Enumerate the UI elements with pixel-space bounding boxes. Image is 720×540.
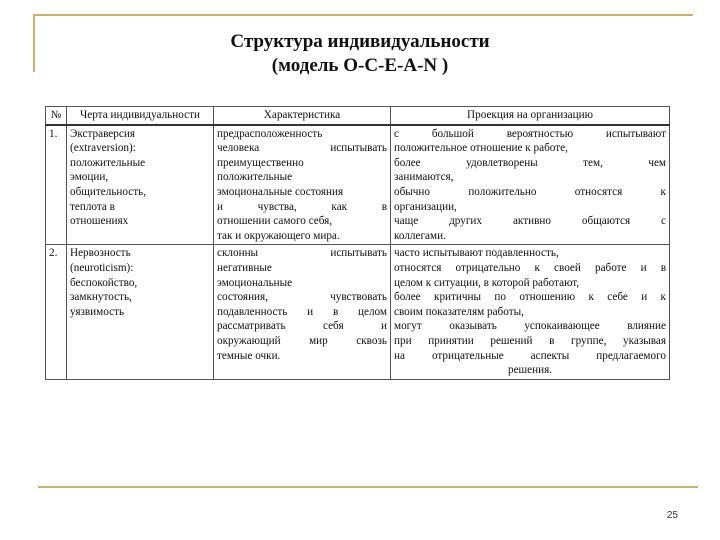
page-title (0, 30, 720, 78)
title-line-1: Структура индивидуальности (230, 31, 490, 52)
characteristic-line: рассматривать себя и (217, 320, 387, 333)
characteristic-line: эмоциональные (217, 276, 293, 289)
trait-line: Экстраверсия (70, 127, 135, 140)
trait-line: замкнутость, (70, 291, 132, 304)
characteristic-line: так и окружающего мира. (217, 229, 340, 242)
header-projection: Проекция на организацию (391, 107, 670, 125)
characteristic-line: преимущественно (217, 156, 304, 169)
characteristic-line: человека испытывать (217, 142, 387, 155)
projection-line: могут оказывать успокаивающее влияние (394, 320, 666, 333)
characteristic-line: эмоциональные состояния (217, 185, 344, 198)
trait-line: (neuroticism): (70, 261, 134, 274)
trait-line: (extraversion): (70, 142, 136, 155)
characteristic-line: предрасположенность (217, 127, 323, 140)
characteristic-line: склонны испытывать (217, 247, 387, 260)
decorative-top-line (33, 14, 693, 16)
header-trait: Черта индивидуальности (67, 107, 214, 125)
header-num: № (46, 107, 67, 125)
projection-line: относятся отрицательно к своей работе и в (394, 261, 666, 274)
trait-line: уязвимость (70, 305, 125, 318)
projection-line: обычно положительно относятся к (394, 185, 666, 198)
projection-line: с большой вероятностью испытывают (394, 127, 666, 140)
title-line-2: (модель O-C-E-A-N ) (271, 55, 449, 76)
trait-line: положительные (70, 156, 146, 169)
ocean-table (45, 106, 670, 380)
projection-line: коллегами. (394, 229, 446, 242)
row-characteristic (214, 125, 391, 245)
projection-line: положительное отношение к работе, (394, 142, 568, 155)
row-characteristic (214, 245, 391, 379)
table-row (46, 245, 670, 379)
projection-line: часто испытывают подавленность, (394, 247, 559, 260)
trait-line: теплота в (70, 200, 115, 213)
row-trait (67, 125, 214, 245)
row-num: 2. (46, 245, 67, 379)
characteristic-line: положительные (217, 171, 293, 184)
characteristic-line: отношении самого себя, (217, 215, 333, 228)
projection-line: своим показателям работы, (394, 305, 524, 318)
characteristic-line: темные очки. (217, 349, 281, 362)
row-projection (391, 125, 670, 245)
projection-line: организации, (394, 200, 457, 213)
table-row (46, 125, 670, 245)
projection-line: на отрицательные аспекты предлагаемого (394, 349, 666, 362)
trait-line: Нервозность (70, 247, 131, 260)
decorative-bottom-line (38, 486, 698, 488)
projection-line: чаще других активно общаются с (394, 215, 666, 228)
trait-line: отношениях (70, 215, 129, 228)
projection-line: более удовлетворены тем, чем (394, 156, 666, 169)
projection-line: целом к ситуации, в которой работают, (394, 276, 580, 289)
characteristic-line: и чувства, как в (217, 200, 387, 213)
trait-line: эмоции, (70, 171, 109, 184)
projection-line: решения. (507, 364, 553, 377)
table-header-row (46, 107, 670, 125)
page-number: 25 (666, 510, 678, 521)
projection-line: при принятии решений в группе, указывая (394, 334, 666, 347)
row-trait (67, 245, 214, 379)
header-characteristic: Характеристика (214, 107, 391, 125)
characteristic-line: состояния, чувствовать (217, 291, 387, 304)
row-num: 1. (46, 125, 67, 245)
trait-line: беспокойство, (70, 276, 138, 289)
characteristic-line: подавленность и в целом (217, 305, 387, 318)
projection-line: более критичны по отношению к себе и к (394, 291, 666, 304)
characteristic-line: негативные (217, 261, 272, 274)
trait-line: общительность, (70, 185, 147, 198)
row-projection (391, 245, 670, 379)
projection-line: занимаются, (394, 171, 454, 184)
characteristic-line: окружающий мир сквозь (217, 334, 387, 347)
